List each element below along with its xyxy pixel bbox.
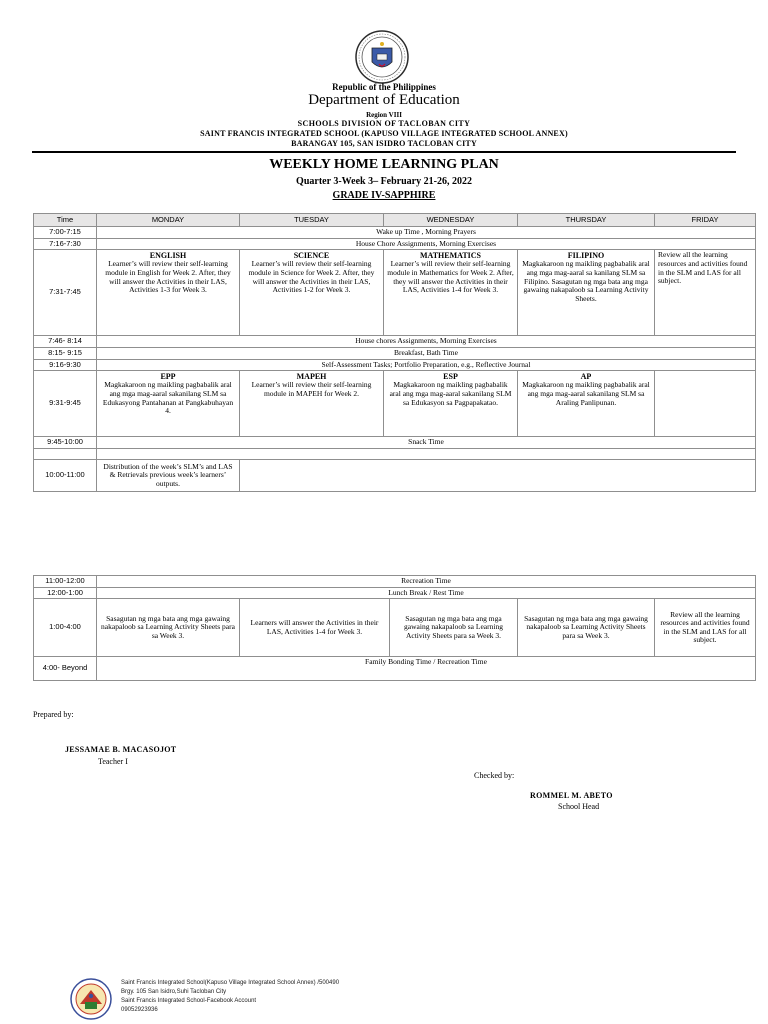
time-cell: 1:00-4:00 [34, 599, 97, 657]
wednesday-cell [384, 371, 518, 437]
monday-cell [97, 250, 240, 336]
table-row [34, 437, 756, 449]
table-row [34, 250, 756, 336]
friday-cell [655, 371, 756, 437]
prepared-by-label: Prepared by: [33, 710, 74, 719]
task-text: Learner’s will review their self-learning module in MAPEH for Week 2. [251, 380, 372, 398]
activity-cell: Family Bonding Time / Recreation Time [97, 657, 756, 681]
time-cell: 7:31-7:45 [34, 250, 97, 336]
header-divider [32, 151, 736, 153]
preparer-name: JESSAMAE B. MACASOJOT [65, 745, 177, 754]
activity-cell: House Chore Assignments, Morning Exercises [97, 238, 756, 250]
task-text: Magkakaroon ng maikling pagbabalik aral ang mga mag-aaral sa kanilang SLM sa Filipino. Sasagutan ng mga bata ang mga gawaing nakapaloob sa Learning Activity Sheets. [522, 259, 650, 303]
table-header-row [34, 214, 756, 227]
school-address: BARANGAY 105, SAN ISIDRO TACLOBAN CITY [291, 139, 477, 148]
task-text: Magkakaroon ng maikling pagbabalik aral ang mga mag-aaral sakanilang SLM sa Edukasyon sa Pagpapakatao. [389, 380, 512, 407]
header-friday: FRIDAY [655, 214, 756, 227]
table-row [34, 657, 756, 681]
quarter-label: Quarter 3-Week 3– February 21-26, 2022 [296, 176, 472, 187]
table-row [34, 227, 756, 239]
header-tuesday: TUESDAY [240, 214, 384, 227]
time-cell: 7:46- 8:14 [34, 336, 97, 348]
activity-cell: Lunch Break / Rest Time [97, 587, 756, 599]
time-cell: 9:16-9:30 [34, 359, 97, 371]
time-cell: 4:00- Beyond [34, 657, 97, 681]
thursday-cell [518, 371, 655, 437]
table-row [34, 599, 756, 657]
monday-cell: Sasagutan ng mga bata ang mga gawaing nakapaloob sa Learning Activity Sheets para sa Week 3. [97, 599, 240, 657]
time-cell: 11:00-12:00 [34, 576, 97, 588]
schedule-table-morning [33, 213, 756, 492]
schedule-table-afternoon [33, 575, 756, 681]
checker-name: ROMMEL M. ABETO [530, 791, 613, 800]
wednesday-cell [384, 250, 518, 336]
footer-school: Saint Francis Integrated School(Kapuso Village Integrated School Annex) /500490 [121, 980, 340, 986]
footer-facebook: Saint Francis Integrated School-Facebook Account [121, 998, 257, 1004]
time-cell: 7:16-7:30 [34, 238, 97, 250]
checked-by-label: Checked by: [474, 771, 515, 780]
activity-cell: Recreation Time [97, 576, 756, 588]
table-row [34, 238, 756, 250]
checker-title: School Head [558, 802, 600, 811]
monday-cell [97, 371, 240, 437]
header-thursday: THURSDAY [518, 214, 655, 227]
table-row [34, 371, 756, 437]
empty-cell [97, 449, 756, 460]
division-label: SCHOOLS DIVISION OF TACLOBAN CITY [297, 119, 471, 128]
tuesday-cell: Learners will answer the Activities in their LAS, Activities 1-4 for Week 3. [240, 599, 390, 657]
time-cell: 7:00-7:15 [34, 227, 97, 239]
plan-title: WEEKLY HOME LEARNING PLAN [269, 157, 499, 172]
subject-science: SCIENCE [293, 251, 330, 261]
task-text: Learner’s will review their self-learning module in Science for Week 2. After, they will answer the Activities in their LAS, Activities 1-2 for Week 3. [248, 259, 375, 295]
subject-mathematics: MATHEMATICS [419, 251, 482, 261]
tuesday-cell [240, 371, 384, 437]
friday-cell: Review all the learning resources and activities found in the SLM and LAS for all subject. [655, 599, 756, 657]
activity-cell: Snack Time [97, 437, 756, 449]
subject-esp: ESP [443, 372, 458, 382]
empty-cell [34, 449, 97, 460]
department-title: Department of Education [308, 92, 460, 108]
time-cell: 12:00-1:00 [34, 587, 97, 599]
task-text: Magkakaroon ng maikling pagbabalik aral ang mga mag-aaral sakanilang SLM sa Edukasyong Pantahanan at Pangkabuhayan 4. [102, 380, 234, 416]
school-name: SAINT FRANCIS INTEGRATED SCHOOL (KAPUSO VILLAGE INTEGRATED SCHOOL ANNEX) [200, 129, 568, 138]
activity-cell: House chores Assignments, Morning Exercises [97, 336, 756, 348]
thursday-cell [518, 250, 655, 336]
task-text: Magkakaroon ng maikling pagbabalik aral ang mga mag-aaral sakanilang SLM sa Araling Panlipunan. [522, 380, 650, 407]
header-time: Time [34, 214, 97, 227]
school-logo-icon [70, 978, 112, 1020]
subject-english: ENGLISH [149, 251, 187, 261]
tuesday-cell [240, 250, 384, 336]
task-text: Review all the learning resources and activities found in the SLM and LAS for all subject. [658, 250, 748, 286]
table-row [34, 359, 756, 371]
activity-cell: Self-Assessment Tasks; Portfolio Preparation, e.g., Reflective Journal [97, 359, 756, 371]
activity-cell: Wake up Time , Morning Prayers [97, 227, 756, 239]
table-row [34, 449, 756, 460]
time-cell: 10:00-11:00 [34, 460, 97, 492]
grade-label: GRADE IV-SAPPHIRE [332, 190, 436, 201]
monday-cell: Distribution of the week’s SLM’s and LAS & Retrievals previous week’s learners’ outputs. [97, 460, 240, 492]
preparer-title: Teacher I [98, 757, 128, 766]
time-cell: 9:31-9:45 [34, 371, 97, 437]
table-row [34, 587, 756, 599]
subject-mapeh: MAPEH [296, 372, 327, 382]
table-row [34, 460, 756, 492]
time-cell: 8:15- 9:15 [34, 347, 97, 359]
time-cell: 9:45-10:00 [34, 437, 97, 449]
task-text: Learner’s will review their self-learning module in Mathematics for Week 2. After, they will answer the Activities in their LAS, Activities 1-4 for Week 3. [387, 259, 514, 295]
task-text: Learner’s will review their self-learning module in English for Week 2. After, they will answer the Activities in their LAS, Activities 1-3 for Week 3. [105, 259, 231, 295]
republic-label: Republic of the Philippines [332, 82, 436, 92]
table-row [34, 576, 756, 588]
thursday-cell: Sasagutan ng mga bata ang mga gawaing nakapaloob sa Learning Activity Sheets para sa Week 3. [518, 599, 655, 657]
subject-epp: EPP [160, 372, 176, 382]
footer-address: Brgy. 105 San Isidro,Suhi Tacloban City [121, 989, 227, 995]
header-wednesday: WEDNESDAY [384, 214, 518, 227]
deped-seal-icon [355, 30, 409, 84]
header-monday: MONDAY [97, 214, 240, 227]
friday-cell [655, 250, 756, 336]
activity-cell: Breakfast, Bath Time [97, 347, 756, 359]
footer-contact [121, 979, 339, 1015]
table-row [34, 336, 756, 348]
wednesday-cell: Sasagutan ng mga bata ang mga gawaing nakapaloob sa Learning Activity Sheets para sa Week 3. [390, 599, 518, 657]
footer-phone: 09052923936 [121, 1007, 158, 1013]
empty-cell [240, 460, 756, 492]
subject-ap: AP [580, 372, 592, 382]
table-row [34, 347, 756, 359]
region-label: Region VIII [366, 111, 402, 119]
subject-filipino: FILIPINO [567, 251, 605, 261]
